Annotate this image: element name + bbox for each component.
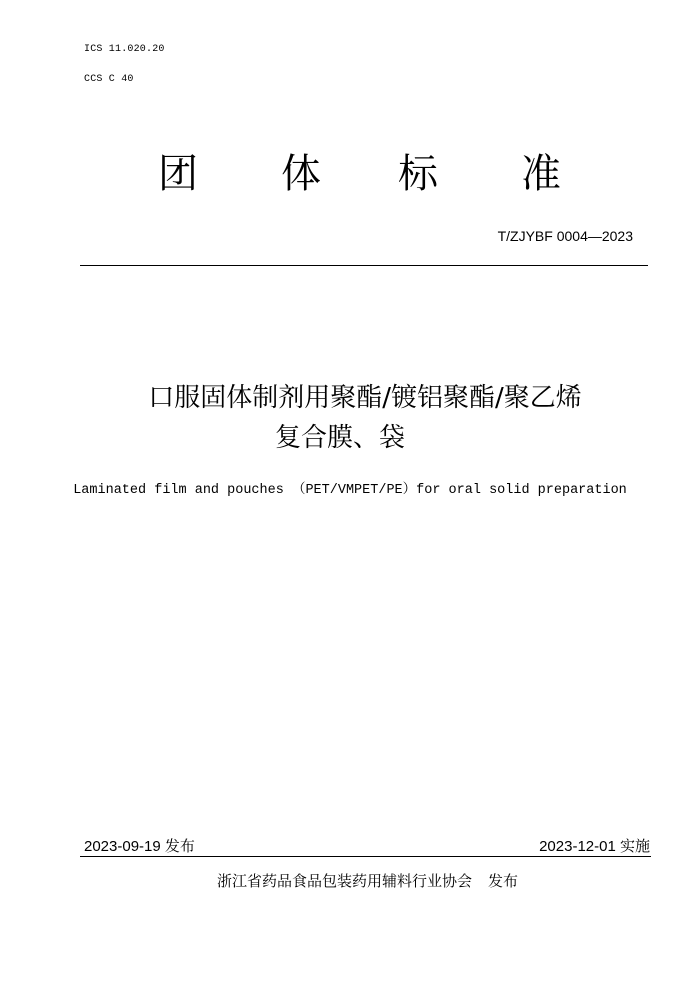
implement-date: 2023-12-01 实施 bbox=[539, 838, 650, 855]
standard-type-char: 准 bbox=[521, 151, 561, 197]
document-title-line-1: 口服固体制剂用聚酯/镀铝聚酯/聚乙烯 bbox=[148, 383, 582, 413]
publish-date: 2023-09-19 发布 bbox=[84, 838, 195, 855]
standard-type-char: 标 bbox=[398, 151, 438, 197]
ccs-code: CCS C 40 bbox=[84, 74, 134, 85]
bottom-divider bbox=[80, 856, 651, 857]
standard-type-heading bbox=[0, 146, 700, 202]
standard-number: T/ZJYBF 0004—2023 bbox=[497, 228, 633, 244]
issuer-name: 浙江省药品食品包装药用辅料行业协会 bbox=[217, 872, 473, 890]
english-title: Laminated film and pouches （PET/VMPET/PE）for oral solid preparation bbox=[73, 483, 627, 498]
document-title-line-2: 复合膜、袋 bbox=[275, 423, 406, 453]
issuer-line bbox=[217, 871, 518, 891]
issuer-action: 发布 bbox=[488, 872, 519, 890]
top-divider bbox=[80, 265, 648, 266]
ics-code: ICS 11.020.20 bbox=[84, 44, 165, 55]
standard-type-char: 体 bbox=[281, 151, 321, 197]
standard-type-char: 团 bbox=[158, 151, 198, 197]
